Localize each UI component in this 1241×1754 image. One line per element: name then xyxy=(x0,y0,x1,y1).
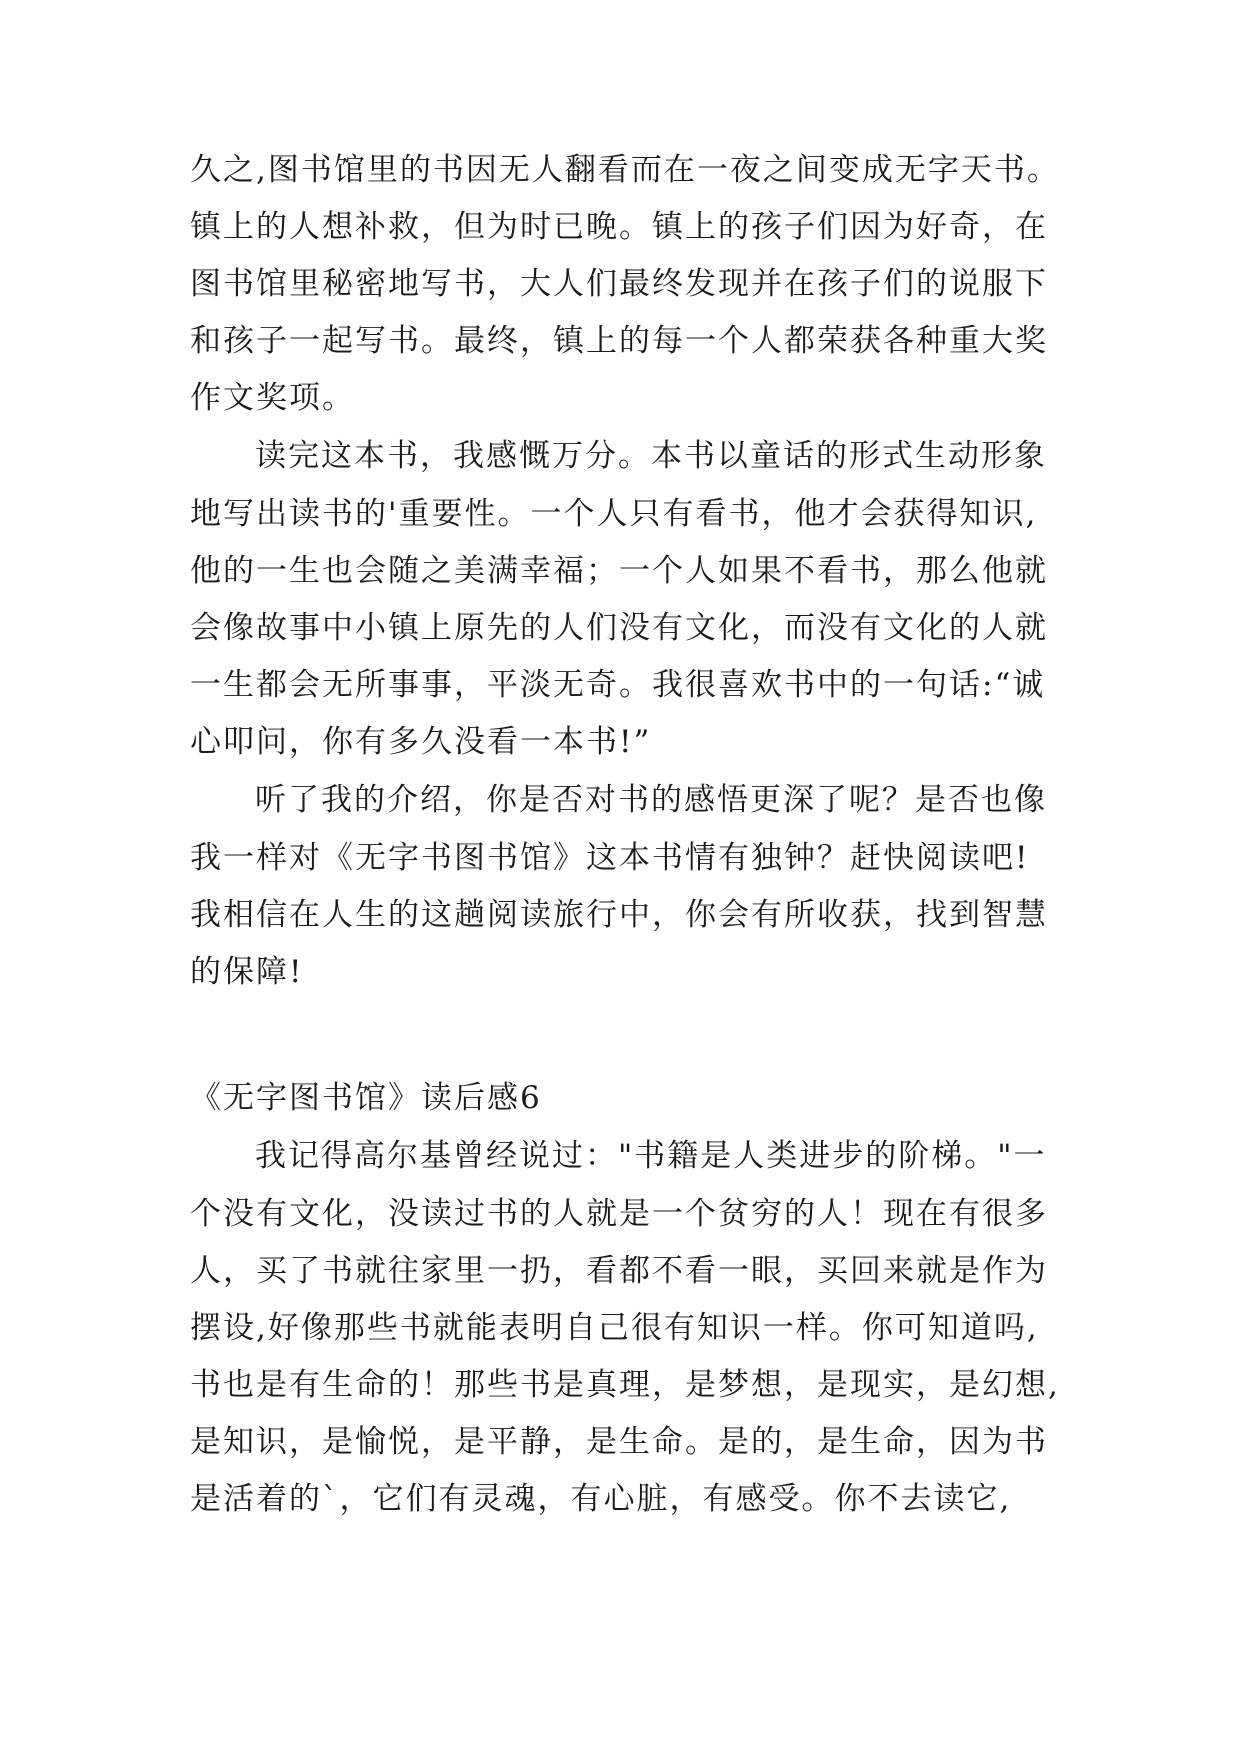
paragraph-4-line-5: 书也是有生命的！那些书是真理，是梦想，是现实，是幻想, xyxy=(190,1367,1060,1403)
paragraph-2-line-3: 他的一生也会随之美满幸福；一个人如果不看书，那么他就 xyxy=(190,553,1048,589)
paragraph-2-line-5: 一生都会无所事事，平淡无奇。我很喜欢书中的一句话:“诚 xyxy=(190,667,1046,703)
paragraph-3-line-3: 我相信在人生的这趟阅读旅行中，你会有所收获，找到智慧 xyxy=(190,897,1048,933)
paragraph-1-line-1: 久之,图书馆里的书因无人翻看而在一夜之间变成无字天书。 xyxy=(190,152,1060,188)
paragraph-3-line-2: 我一样对《无字书图书馆》这本书情有独钟？赶快阅读吧! xyxy=(190,840,1030,876)
paragraph-4-line-1: 我记得高尔基曾经说过："书籍是人类进步的阶梯。"一 xyxy=(255,1138,1047,1174)
paragraph-4-line-4: 摆设,好像那些书就能表明自己很有知识一样。你可知道吗, xyxy=(190,1310,1039,1346)
paragraph-2-line-6: 心叩问，你有多久没看一本书!” xyxy=(190,724,652,760)
paragraph-4-line-3: 人，买了书就往家里一扔，看都不看一眼，买回来就是作为 xyxy=(190,1253,1048,1289)
paragraph-2-line-4: 会像故事中小镇上原先的人们没有文化，而没有文化的人就 xyxy=(190,610,1048,646)
paragraph-1-line-2: 镇上的人想补救，但为时已晚。镇上的孩子们因为好奇，在 xyxy=(190,209,1048,245)
paragraph-2-line-2: 地写出读书的'重要性。一个人只有看书，他才会获得知识, xyxy=(190,496,1038,532)
paragraph-1-line-5: 作文奖项。 xyxy=(190,380,355,416)
paragraph-4-line-7: 是活着的`，它们有灵魂，有心脏，有感受。你不去读它, xyxy=(190,1481,1012,1517)
section-heading: 《无字图书馆》读后感6 xyxy=(190,1080,542,1116)
paragraph-2-line-1: 读完这本书，我感慨万分。本书以童话的形式生动形象 xyxy=(255,438,1047,474)
paragraph-3-line-1: 听了我的介绍，你是否对书的感悟更深了呢？是否也像 xyxy=(255,782,1047,818)
paragraph-1-line-4: 和孩子一起写书。最终，镇上的每一个人都荣获各种重大奖 xyxy=(190,323,1048,359)
paragraph-4-line-2: 个没有文化，没读过书的人就是一个贫穷的人！现在有很多 xyxy=(190,1196,1048,1232)
paragraph-4-line-6: 是知识，是愉悦，是平静，是生命。是的，是生命，因为书 xyxy=(190,1424,1048,1460)
paragraph-3-line-4: 的保障! xyxy=(190,954,304,990)
paragraph-1-line-3: 图书馆里秘密地写书，大人们最终发现并在孩子们的说服下 xyxy=(190,266,1048,302)
